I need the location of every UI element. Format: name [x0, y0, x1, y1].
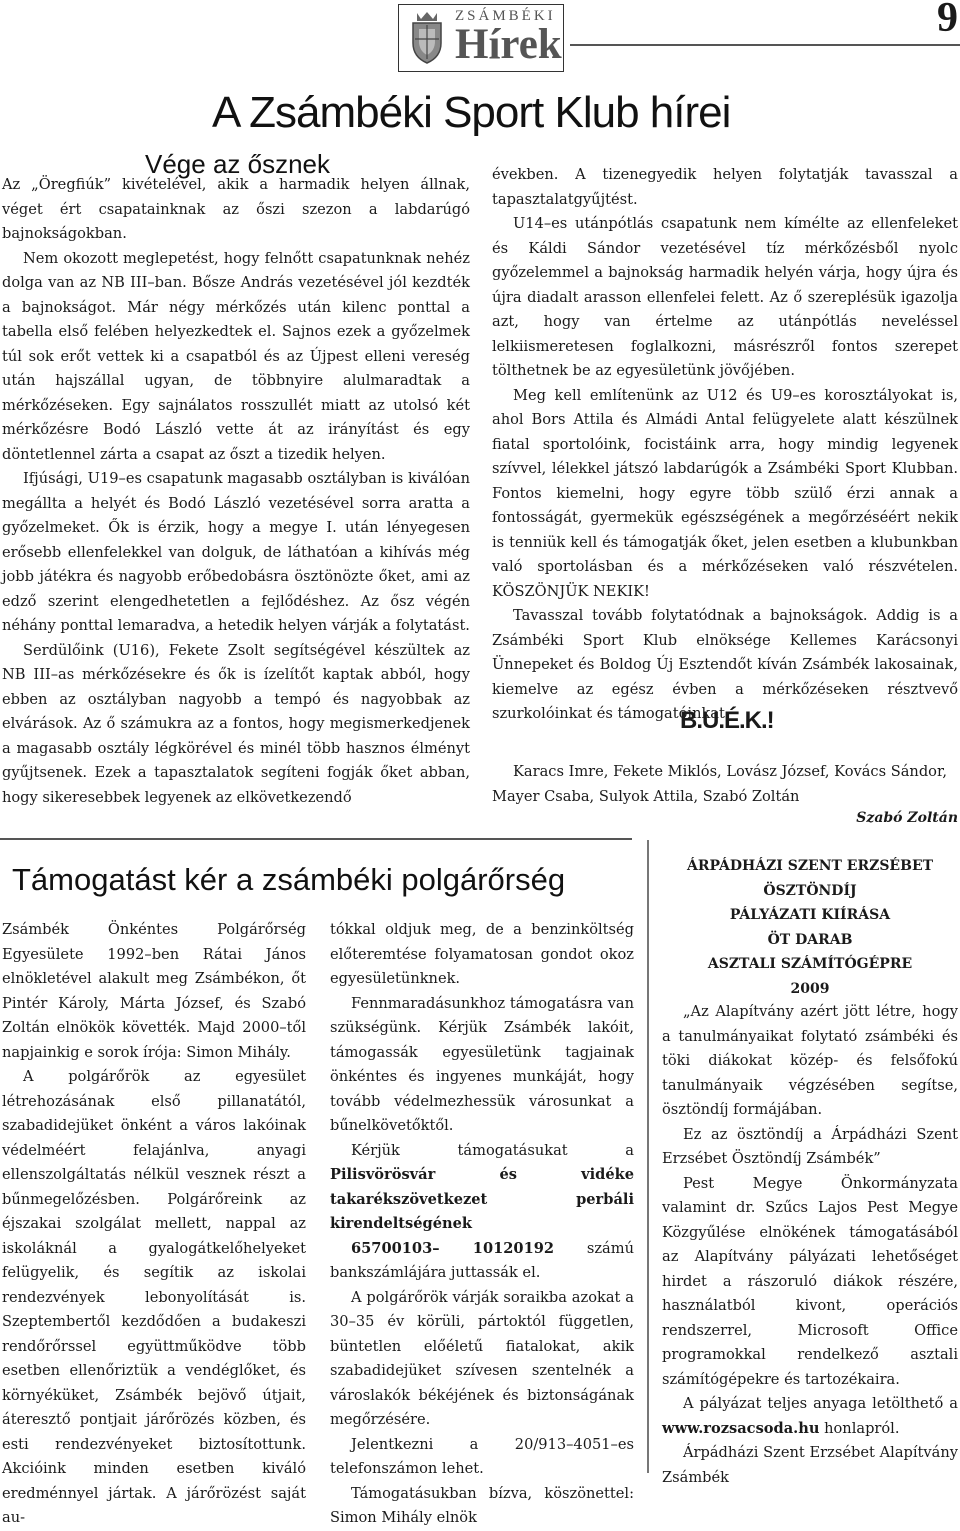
masthead	[398, 4, 564, 72]
paragraph: „Az Alapítvány azért jött létre, hogy a tanulmányaikat folytató zsámbéki és töki diákokat közép- és felsőfokú tanulmányaik végzésében segítse, ösztöndíj formájában.	[662, 1003, 958, 1118]
sport-left-column	[2, 173, 470, 810]
page-number: 9	[937, 0, 958, 41]
paragraph: tókkal oldjuk meg, de a benzinköltség előteremtése folyamatosan gondot okoz egyesületünknek.	[330, 921, 634, 987]
paragraph: Serdülőink (U16), Fekete Zsolt segítségével készültek az NB III–as mérkőzésekre és ők is ízelítőt kaptak abból, hogy ebben az osztályban nagyobb a tempó és nagyobbak az elvárások. Az ő számukra az a fontos, hogy megismerkedjenek a magasabb osztály légkörével és minél több hasznos élményt gyűjtsenek. Ezek a tapasztalatok segíteni fogják őket abban, hogy sikeresebbek legyenek az elkövetkezendő	[2, 641, 470, 806]
masthead-big-title: Hírek	[455, 21, 562, 68]
heading-line: ÖT DARAB	[767, 931, 853, 948]
heading-line: ASZTALI SZÁMÍTÓGÉPRE	[707, 956, 913, 972]
paragraph	[330, 1237, 634, 1286]
paragraph: A polgárőrök az egyesület létrehozásának első pillanatától, szabadidejüket önként a város lakóinak védelméért felajánlva, anyagi ellenszolgáltatás nélkül vesznek részt a bűnmegelőzésben. Polgárőreink az éjszakai szolgálat mellett, nappal az iskoláknál a gyalogátkelőhelyeket felügyelik, és segítik az iskolai rendezvények lebonyolítását is. Szeptembertől kezdődően a budakeszi rendőrőrssel együttműködve több esetben ellenőriztük a vendéglőket, és környéküket, Zsámbék bejövő útjait, áteresztő pontjait járőrözés közben, és esti rendezvényeket biztosítottunk. Akcióink minden esetben kiváló eredménnyel jártak. A járőrözést saját au-	[2, 1068, 306, 1526]
column-divider	[647, 840, 649, 1473]
website-link[interactable]: www.rozsacsoda.hu	[662, 1419, 820, 1437]
paragraph: Támogatásukban bízva, köszönettel: Simon Mihály elnök	[330, 1484, 634, 1526]
scholarship-heading	[662, 854, 958, 1001]
polgarorseg-column-1	[2, 918, 306, 1531]
polgarorseg-column-2	[330, 918, 634, 1531]
paragraph: Az „Öregfiúk” kivételével, akik a harmadik helyen állnak, véget ért csapatainknak az őszi szezon a labdarúgó bajnokságokban.	[2, 176, 470, 242]
download-tail: honlapról.	[819, 1419, 900, 1437]
coat-of-arms-icon	[405, 9, 449, 65]
names-paragraph: Karacs Imre, Fekete Miklós, Lovász József, Kovács Sándor, Mayer Csaba, Sulyok Attila, Szabó Zoltán	[492, 763, 947, 805]
download-intro: A pályázat teljes anyaga letölthető a	[683, 1395, 958, 1412]
paragraph	[662, 1392, 958, 1441]
paragraph: Ez az ösztöndíj a Árpádházi Szent Erzsébet Ösztöndíj Zsámbék”	[662, 1125, 958, 1167]
article-signature: Szabó Zoltán	[856, 810, 958, 826]
paragraph: Meg kell említenünk az U12 és U9–es korosztályokat is, ahol Bors Attila és Almádi Antal felügyelete alatt készülnek fiatal sportolóink, focistáink arra, hogy mindig legyenek szívvel, lélekkel játszó labdarúgók a Zsámbéki Sport Klubban. Fontos kiemelni, hogy egyre több szülő érzi annak a fontosságát, gyermekük egészségének a megőrzéséért nekik is tenniük kell és támogatják őket, jelen esetben a klubunkban való sportolásban és a mérkőzéseken való részvételen. KÖSZÖNJÜK NEKIK!	[492, 386, 958, 600]
article-subtitle: Vége az ősznek	[145, 149, 331, 179]
article-title: A Zsámbéki Sport Klub hírei	[212, 88, 731, 137]
section-divider	[0, 838, 632, 840]
bank-intro: Kérjük támogatásukat a	[351, 1141, 634, 1159]
heading-line: PÁLYÁZATI KIÍRÁSA	[729, 907, 891, 923]
paragraph: Nem okozott meglepetést, hogy felnőtt csapatunknak nehéz dolga van az NB III–ban. Bősze András vezetésével jól kezdték a bajnokságot. Már négy mérkőzés után kilenc ponttal a tabella első felében helyezkedtek el. Sajnos ezek a győzelmek túl sok erőt vettek ki a csapatból és az Újpest elleni vereség után hajszállal ugyan, de többnyire alulmaradtak a mérkőzéseken. Egy sajnálatos rosszullét miatt az utolsó két mérkőzésre Bodó László vette át az irányítást és egy döntetlennel zárta a csapat az őszt a tizedik helyen.	[2, 249, 470, 463]
masthead-small-title: ZSÁMBÉKI	[455, 8, 556, 24]
paragraph	[330, 1139, 634, 1237]
scholarship-body	[662, 1000, 958, 1490]
paragraph: Tavasszal tovább folytatódnak a bajnokságok. Addig is a Zsámbéki Sport Klub elnöksége Kellemes Karácsonyi Ünnepeket és Boldog Új Esztendőt kíván Zsámbék lakosainak, kiemelve az egész évben a mérkőzéseken résztvevő szurkolóinkat és támogatóinkat.	[492, 607, 958, 722]
paragraph: Árpádházi Szent Erzsébet Alapítvány Zsámbék	[662, 1444, 958, 1486]
names-list	[492, 760, 958, 809]
paragraph: Zsámbék Önkéntes Polgárőrség Egyesülete 1992–ben Rátai János elnökletével alakult meg Zsámbékon, őt Pintér Károly, Márta József, és Szabó Zoltán elnökök követték. Majd 2000–től napjainkig e sorok írója: Simon Mihály.	[2, 921, 306, 1061]
paragraph: Ifjúsági, U19–es csapatunk magasabb osztályban is kiválóan megállta a helyét és Bodó László vezetésével sorra aratta a győzelmeket. Ők is érzik, hogy a megye I. után lényegesen erősebb ellenfelekkel van dolguk, de láthatóan a kihívás még jobb játékra és nagyobb erőbedobásra ösztönözte őket, ami az edző szerint elengedhetetlen a fejlődéshez. Az ősz végén néhány ponttal lemaradva, a hetedik helyen várják a folytatást.	[2, 470, 470, 634]
paragraph: A polgárőrök várják soraikba azokat a 30–35 év körüli, pártoktól független, büntetlen előéletű fiatalokat, akik szabadidejüket szívesen szentelnék a városlakók békéjének és biztonságának megőrzésére.	[330, 1288, 634, 1428]
bank-account-tail: számú bankszámlájára juttassák el.	[330, 1239, 634, 1281]
heading-line: ÖSZTÖNDÍJ	[763, 882, 857, 899]
paragraph: Pest Megye Önkormányzata valamint dr. Szűcs Lajos Pest Megye Közgyűlése elnökének támogatásából az Alapítvány pályázati lehetőséget hirdet a rászoruló diákok részére, használatból kivont, operációs rendszerrel, Microsoft Office programokkal rendelkező asztali számítógépekre és tartozékaira.	[662, 1174, 958, 1388]
header-rule	[570, 44, 960, 46]
heading-line: ÁRPÁDHÁZI SZENT ERZSÉBET	[686, 858, 934, 874]
paragraph: Jelentkezni a 20/913–4051–es telefonszámon lehet.	[330, 1435, 634, 1477]
heading-line: 2009	[790, 980, 830, 997]
bank-account-number: 65700103– 10120192	[351, 1239, 555, 1257]
bank-name: Pilisvörösvár és vidéke takarékszövetkezet perbáli kirendeltségének	[330, 1166, 634, 1232]
sport-right-column	[492, 163, 958, 727]
paragraph: években. A tizenegyedik helyen folytatják tavasszal a tapasztalatgyűjtést.	[492, 166, 958, 208]
paragraph: U14–es utánpótlás csapatunk nem kímélte az ellenfeleket és Káldi Sándor vezetésével tíz mérkőzésből nyolc győzelemmel a bajnokság harmadik helyén várja, hogy újra és újra diadalt arasson ellenfelei felett. Az ő szereplésük igazolja azt, hogy van értelme az utánpótlás neveléssel lelkiismeretesen foglalkozni, másrészről fontos szerepet tölthetnek be az egyesületünk jövőjében.	[492, 215, 958, 379]
paragraph: Fennmaradásunkhoz támogatásra van szükségünk. Kérjük Zsámbék lakóit, támogassák egyesületünk tagjainak önkéntes és ingyenes munkáját, hogy tovább védelmezhessük városunkat a bűnelkövetőktől.	[330, 994, 634, 1134]
polgarorseg-title: Támogatást kér a zsámbéki polgárőrség	[12, 862, 566, 897]
greeting-heading: B.U.É.K.!	[680, 707, 774, 734]
